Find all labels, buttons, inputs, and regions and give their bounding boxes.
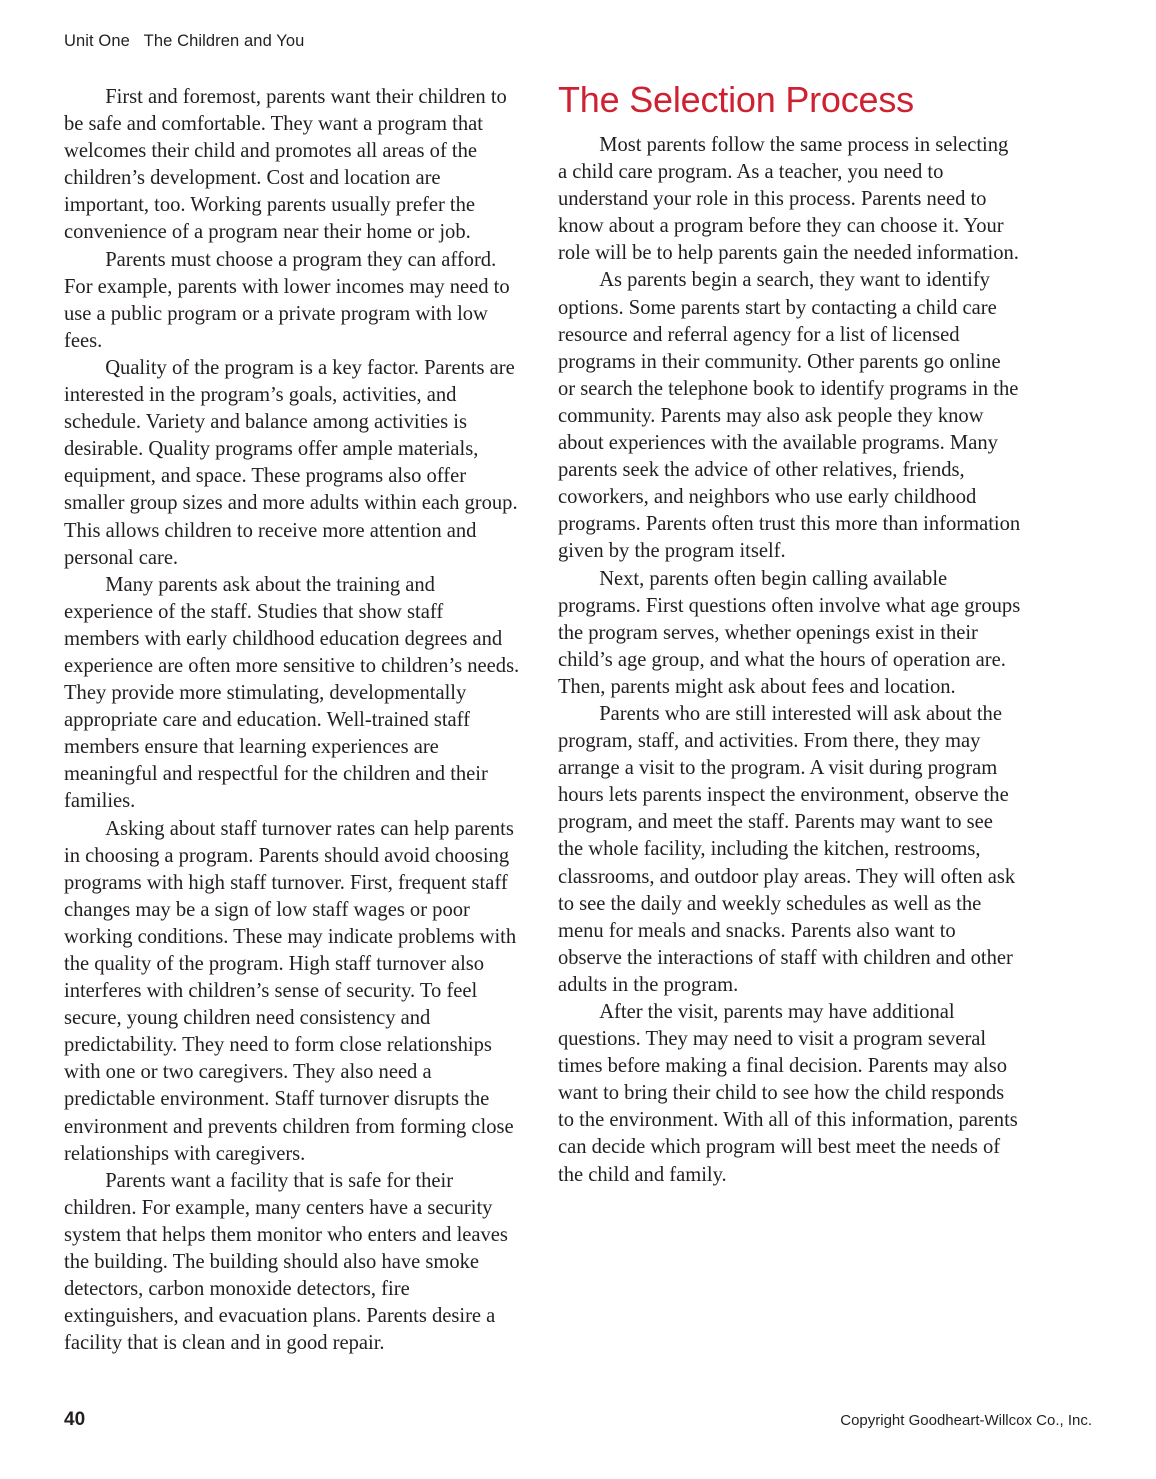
paragraph: First and foremost, parents want their children to be safe and comfortable. They want a program that welcomes their child and promotes all areas of the children’s development. Cost and location are important, too. Working parents usually prefer the convenience of a program near their home or job. <box>64 86 507 244</box>
paragraph: Parents must choose a program they can afford. For example, parents with lower incomes may need to use a public program or a private program with low fees. <box>64 248 510 352</box>
paragraph: Many parents ask about the training and experience of the staff. Studies that show staff members with early childhood education degrees and experience are often more sensitive to children’s needs. They provide more stimulating, developmentally appropriate care and education. Well-trained staff members ensure that learning experiences are meaningful and respectful for the children and their families. <box>64 573 520 813</box>
right-column <box>558 79 1022 1367</box>
paragraph: After the visit, parents may have additional questions. They may need to visit a program several times before making a final decision. Parents may also want to bring their child to see how the child responds to the environment. With all of this information, parents can decide which program will best meet the needs of the child and family. <box>558 1001 1018 1186</box>
copyright-notice: Copyright Goodheart-Willcox Co., Inc. <box>840 1412 1092 1429</box>
two-column-body <box>64 79 1022 1367</box>
paragraph: Next, parents often begin calling available programs. First questions often involve what age groups the program serves, whether openings exist in their child’s age group, and what the hours of operation are. Then, parents might ask about fees and location. <box>558 567 1021 698</box>
section-heading: The Selection Process <box>558 79 914 120</box>
paragraph: Parents want a facility that is safe for their children. For example, many centers have a security system that helps them monitor who enters and leaves the building. The building should also have smoke detectors, carbon monoxide detectors, fire extinguishers, and evacuation plans. Parents desire a facility that is clean and in good repair. <box>64 1169 508 1355</box>
page-number: 40 <box>64 1409 86 1430</box>
paragraph: As parents begin a search, they want to identify options. Some parents start by contacting a child care resource and referral agency for a list of licensed programs in their community. Other parents go online or search the telephone book to identify programs in the community. Parents may also ask people they know about experiences with the available programs. Many parents seek the advice of other relatives, friends, coworkers, and neighbors who use early childhood programs. Parents often trust this more than information given by the program itself. <box>558 269 1021 563</box>
paragraph: Most parents follow the same process in selecting a child care program. As a teacher, you need to understand your role in this process. Parents need to know about a program before they can choose it. Your role will be to help parents gain the needed information. <box>558 134 1019 265</box>
paragraph: Quality of the program is a key factor. Parents are interested in the program’s goals, activities, and schedule. Variety and balance among activities is desirable. Quality programs offer ample materials, equipment, and space. These programs also offer smaller group sizes and more adults within each group. This allows children to receive more attention and personal care. <box>64 356 518 569</box>
page-footer <box>64 1409 1092 1431</box>
paragraph: Asking about staff turnover rates can help parents in choosing a program. Parents should avoid choosing programs with high staff turnover. First, frequent staff changes may be a sign of low staff wages or poor working conditions. These may indicate problems with the quality of the program. High staff turnover also interferes with children’s sense of security. To feel secure, young children need consistency and predictability. They need to form close relationships with one or two caregivers. They also need a predictable environment. Staff turnover disrupts the environment and prevents children from forming close relationships with caregivers. <box>64 817 517 1165</box>
paragraph: Parents who are still interested will ask about the program, staff, and activities. From there, they may arrange a visit to the program. A visit during program hours lets parents inspect the environment, observe the program, and meet the staff. Parents may want to see the whole facility, including the kitchen, restrooms, classrooms, and outdoor play areas. They will often ask to see the daily and weekly schedules as well as the menu for meals and snacks. Parents also want to observe the interactions of staff with children and other adults in the program. <box>558 702 1016 996</box>
left-column <box>64 82 523 1367</box>
running-head: Unit One The Children and You <box>64 32 305 50</box>
